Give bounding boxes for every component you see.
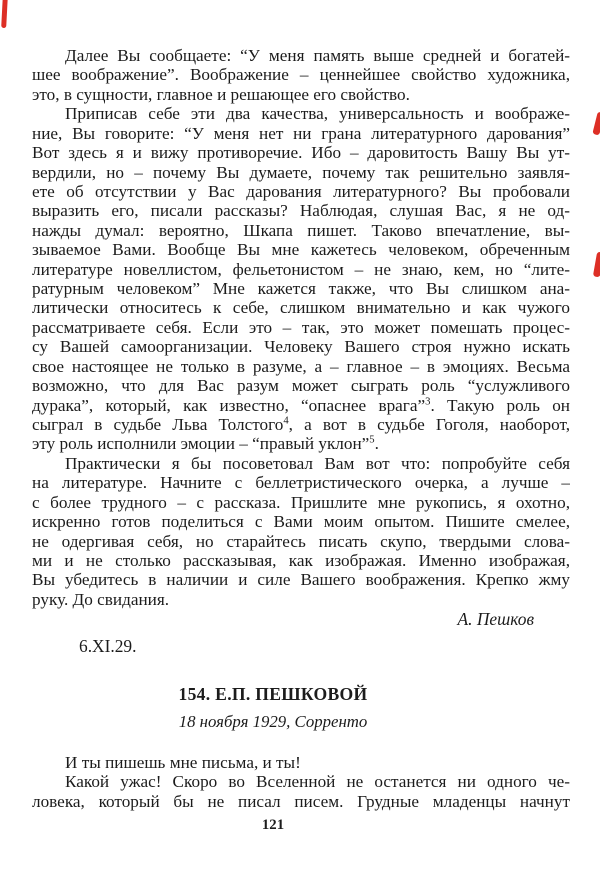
text-line: ете об отсутствии у Вас дарования литературного? Вы пробовали — [32, 181, 570, 201]
letter-154-body-text — [32, 753, 570, 811]
text-line: свое настоящее не только в разуме, а – главное – в эмоциях. Весьма — [32, 356, 570, 376]
text-line: сыграл в судьбе Льва Толстого$^4$, а вот в судьбе Гоголя, наоборот, — [32, 415, 570, 435]
text-line: на литературе. Начните с беллетристического очерка, а лучше – — [32, 473, 570, 493]
text-line: руку. До свидания. — [32, 589, 170, 609]
letter-signature: А. Пешков — [457, 609, 534, 629]
letter-date: 6.XI.29. — [79, 636, 137, 656]
text-line: Практически я бы посоветовал Вам вот что: попробуйте себя — [65, 453, 570, 473]
text-line: Приписав себе эти два качества, универсальность и воображе- — [65, 104, 570, 124]
red-ink-mark-top-left — [1, 0, 8, 28]
text-line: И ты пишешь мне письма, и ты! — [65, 753, 301, 772]
text-line: ловека, который бы не писал писем. Грудные младенцы начнут — [32, 791, 570, 811]
text-line: Вы убедитесь в наличии и силе Вашего воображения. Крепко жму — [32, 570, 570, 590]
text-line: Какой ужас! Скоро во Вселенной не останется ни одного че- — [65, 772, 570, 792]
text-line: нажды думал: вероятно, Шкапа пишет. Таково впечатление, вы- — [32, 220, 570, 240]
text-line: су Вашей самоорганизации. Человеку Вашего строя нужно искать — [32, 337, 570, 357]
text-line: эту роль исполнили эмоции – “правый уклон”$^5$. — [32, 434, 379, 454]
letter-154-heading: 154. Е.П. ПЕШКОВОЙ — [178, 684, 368, 704]
text-line: рассматриваете себя. Если это – так, это может помешать процес- — [32, 317, 570, 337]
text-line: литически относитесь к себе, слишком внимательно и как чужого — [32, 298, 570, 318]
text-line: дурака”, который, как известно, “опаснее врага”$^3$. Такую роль он — [32, 395, 570, 415]
letter-154-dateline: 18 ноября 1929, Сорренто — [178, 712, 368, 731]
text-line: это, в сущности, главное и решающее его свойство. — [32, 84, 410, 104]
page-number: 121 — [261, 817, 285, 833]
text-line: с более трудного – с рассказа. Пришлите мне рукопись, я охотно, — [32, 492, 570, 512]
red-ink-mark-right-lower — [593, 252, 600, 278]
text-line: Далее Вы сообщаете: “У меня память выше средней и богатей- — [65, 46, 570, 65]
letter-153-body-text — [32, 46, 570, 609]
text-line: вердили, но – почему Вы думаете, почему так решительно заявля- — [32, 162, 570, 182]
text-line: искренно готов поделиться с Вами моим опытом. Пишите смелее, — [32, 512, 570, 532]
text-line: ратурным человеком” Мне кажется также, что Вы слишком ана- — [32, 279, 570, 299]
text-line: выразить его, писали рассказы? Наблюдая, слушая Вас, я не од- — [32, 201, 570, 221]
text-line: шее воображение”. Воображение – ценнейшее свойство художника, — [32, 65, 570, 85]
text-line: ние, Вы говорите: “У меня нет ни грана литературного дарования” — [32, 123, 570, 143]
text-line: ми и не столько рассказывая, как изображая. Именно изображая, — [32, 550, 570, 570]
red-ink-mark-right-upper — [592, 111, 600, 135]
text-line: Вот здесь я и вижу противоречие. Ибо – даровитость Вашу Вы ут- — [32, 143, 570, 163]
text-line: возможно, что для Вас разум может сыграть роль “услужливого — [32, 376, 570, 396]
text-line: зываемое Вами. Вообще Вы мне кажетесь человеком, обреченным — [32, 240, 570, 260]
text-line: литературе новеллистом, фельетонистом – не знаю, кем, но “лите- — [32, 259, 570, 279]
text-line: не одергивая себя, но старайтесь писать скупо, твердыми слова- — [32, 531, 570, 551]
